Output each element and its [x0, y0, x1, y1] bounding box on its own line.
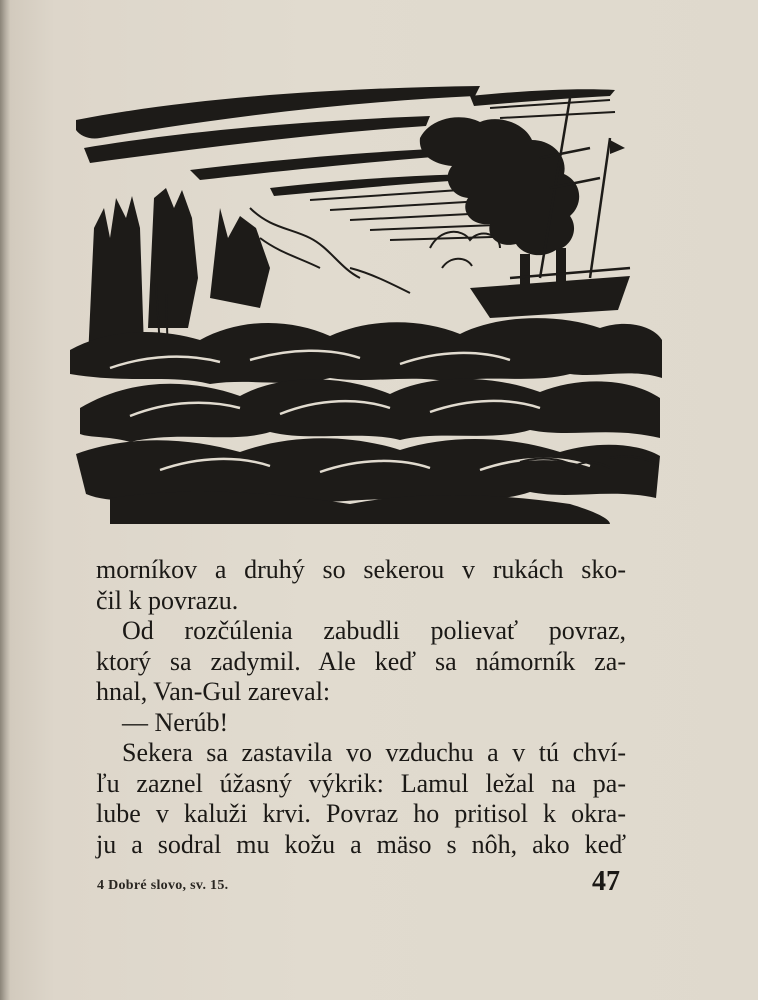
steamship-in-stormy-sea-illustration: [70, 78, 662, 528]
page-number: 47: [592, 866, 620, 897]
body-text: [96, 555, 626, 860]
text-line: — Nerúb!: [122, 707, 229, 737]
text-line: Od rozčúlenia zabudli polievať povraz,: [122, 616, 626, 645]
text-line: morníkov a druhý so sekerou v rukách sko-: [96, 555, 626, 584]
book-spine: [0, 0, 10, 1000]
text-line: ľu zaznel úžasný výkrik: Lamul ležal na pa-: [96, 768, 626, 798]
text-line: ju a sodral mu kožu a mäso s nôh, ako keď: [96, 829, 626, 859]
text-line: Sekera sa zastavila vo vzduchu a v tú chví-: [122, 738, 626, 767]
text-line: hnal, Van-Gul zareval:: [96, 677, 331, 706]
text-line: lube v kaluži krvi. Povraz ho pritisol k okra-: [96, 799, 626, 828]
text-line: ktorý sa zadymil. Ale keď sa námorník za-: [96, 646, 626, 676]
text-line: čil k povrazu.: [96, 585, 239, 615]
printer-signature: 4 Dobré slovo, sv. 15.: [97, 878, 229, 893]
